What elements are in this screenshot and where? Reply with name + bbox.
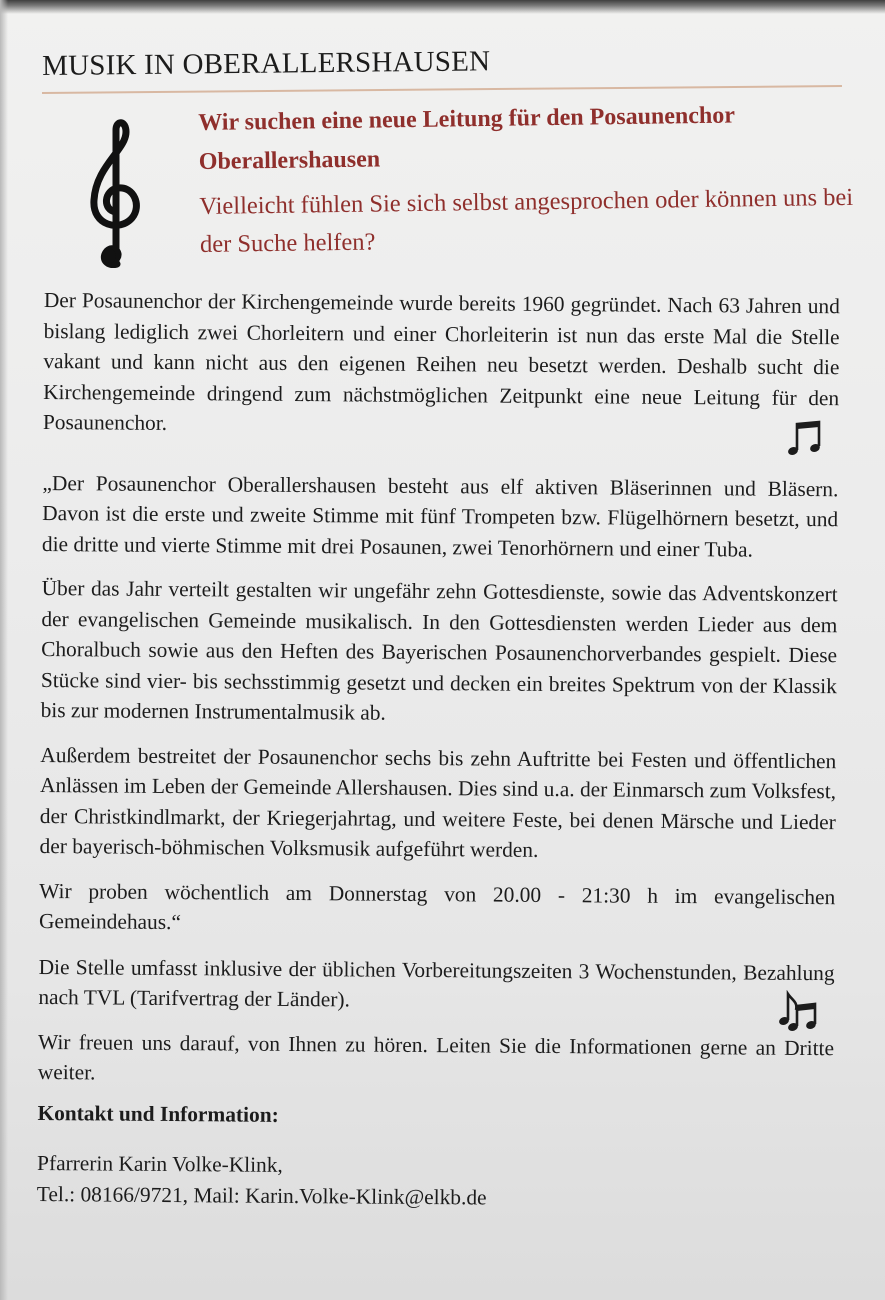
intro-block xyxy=(198,95,860,264)
title-divider xyxy=(42,85,842,93)
paragraph-members: „Der Posaunenchor Oberallershausen besteht aus elf aktiven Bläserinnen und Bläsern. Davon ist die erste und zweite Stimme mit fünf Trompeten bzw. Flügelhörnern besetzt, und die dritte und vierte Stimme mit drei Posaunen, zwei Tenorhörnern und einer Tuba. xyxy=(41,470,839,562)
paragraph-position: Die Stelle umfasst inklusive der üblichen Vorbereitungszeiten 3 Wochenstunden, Bezahlung nach TVL (Tarifvertrag der Länder). xyxy=(38,954,835,1012)
contact-heading: Kontakt und Information: xyxy=(37,1100,279,1127)
contact-name: Pfarrerin Karin Volke-Klink, xyxy=(37,1150,283,1177)
paragraph-history: Der Posaunenchor der Kirchengemeinde wurde bereits 1960 gegründet. Nach 63 Jahren und bislang lediglich zwei Chorleitern und einer Chorleiterin ist nun das erste Mal die Stelle vakant und kann nicht aus den eigenen Reihen neu besetzt werden. Deshalb sucht die Kirchengemeinde dringend zum nächstmöglichen Zeitpunkt eine neue Leitung für den Posaunenchor. xyxy=(42,287,840,435)
contact-details: Tel.: 08166/9721, Mail: Karin.Volke-Klink@elkb.de xyxy=(36,1181,487,1210)
treble-clef-icon xyxy=(80,118,150,268)
page-title: MUSIK IN OBERALLERSHAUSEN xyxy=(42,45,491,82)
intro-subheading: Vielleicht fühlen Sie sich selbst angesprochen oder können uns bei der Suche helfen? xyxy=(199,183,854,258)
page-top-shadow xyxy=(0,0,885,14)
paragraph-closing: Wir freuen uns darauf, von Ihnen zu hören. Leiten Sie die Informationen gerne an Dritte weiter. xyxy=(37,1029,835,1085)
intro-heading: Wir suchen eine neue Leitung für den Posaunenchor Oberallershausen xyxy=(198,102,735,175)
paragraph-services: Über das Jahr verteilt gestalten wir ungefähr zehn Gottesdienste, sowie das Adventskonzert der evangelischen Gemeinde musikalisch. In den Gottesdiensten werden Lieder aus dem Choralbuch sowie aus den Heften des Bayerischen Posaunenchorverbandes gespielt. Diese Stücke sind vier- bis sechsstimmig gesetzt und decken ein breites Spektrum von der Klassik bis zur modernen Instrumentalmusik ab. xyxy=(40,575,838,725)
paragraph-events: Außerdem bestreitet der Posaunenchor sechs bis zehn Auftritte bei Festen und öffentlichen Anlässen im Leben der Gemeinde Allershausen. Dies sind u.a. der Einmarsch zum Volksfest, der Christkindlmarkt, der Kriegerjahrtag, und weitere Feste, bei denen Märsche und Lieder der bayerisch-böhmischen Volksmusik aufgeführt werden. xyxy=(39,742,837,862)
paragraph-rehearsals: Wir proben wöchentlich am Donnerstag von 20.00 - 21:30 h im evangelischen Gemeindehaus.“ xyxy=(38,878,836,935)
body-text xyxy=(37,285,840,1215)
page-left-shadow xyxy=(0,0,8,1300)
